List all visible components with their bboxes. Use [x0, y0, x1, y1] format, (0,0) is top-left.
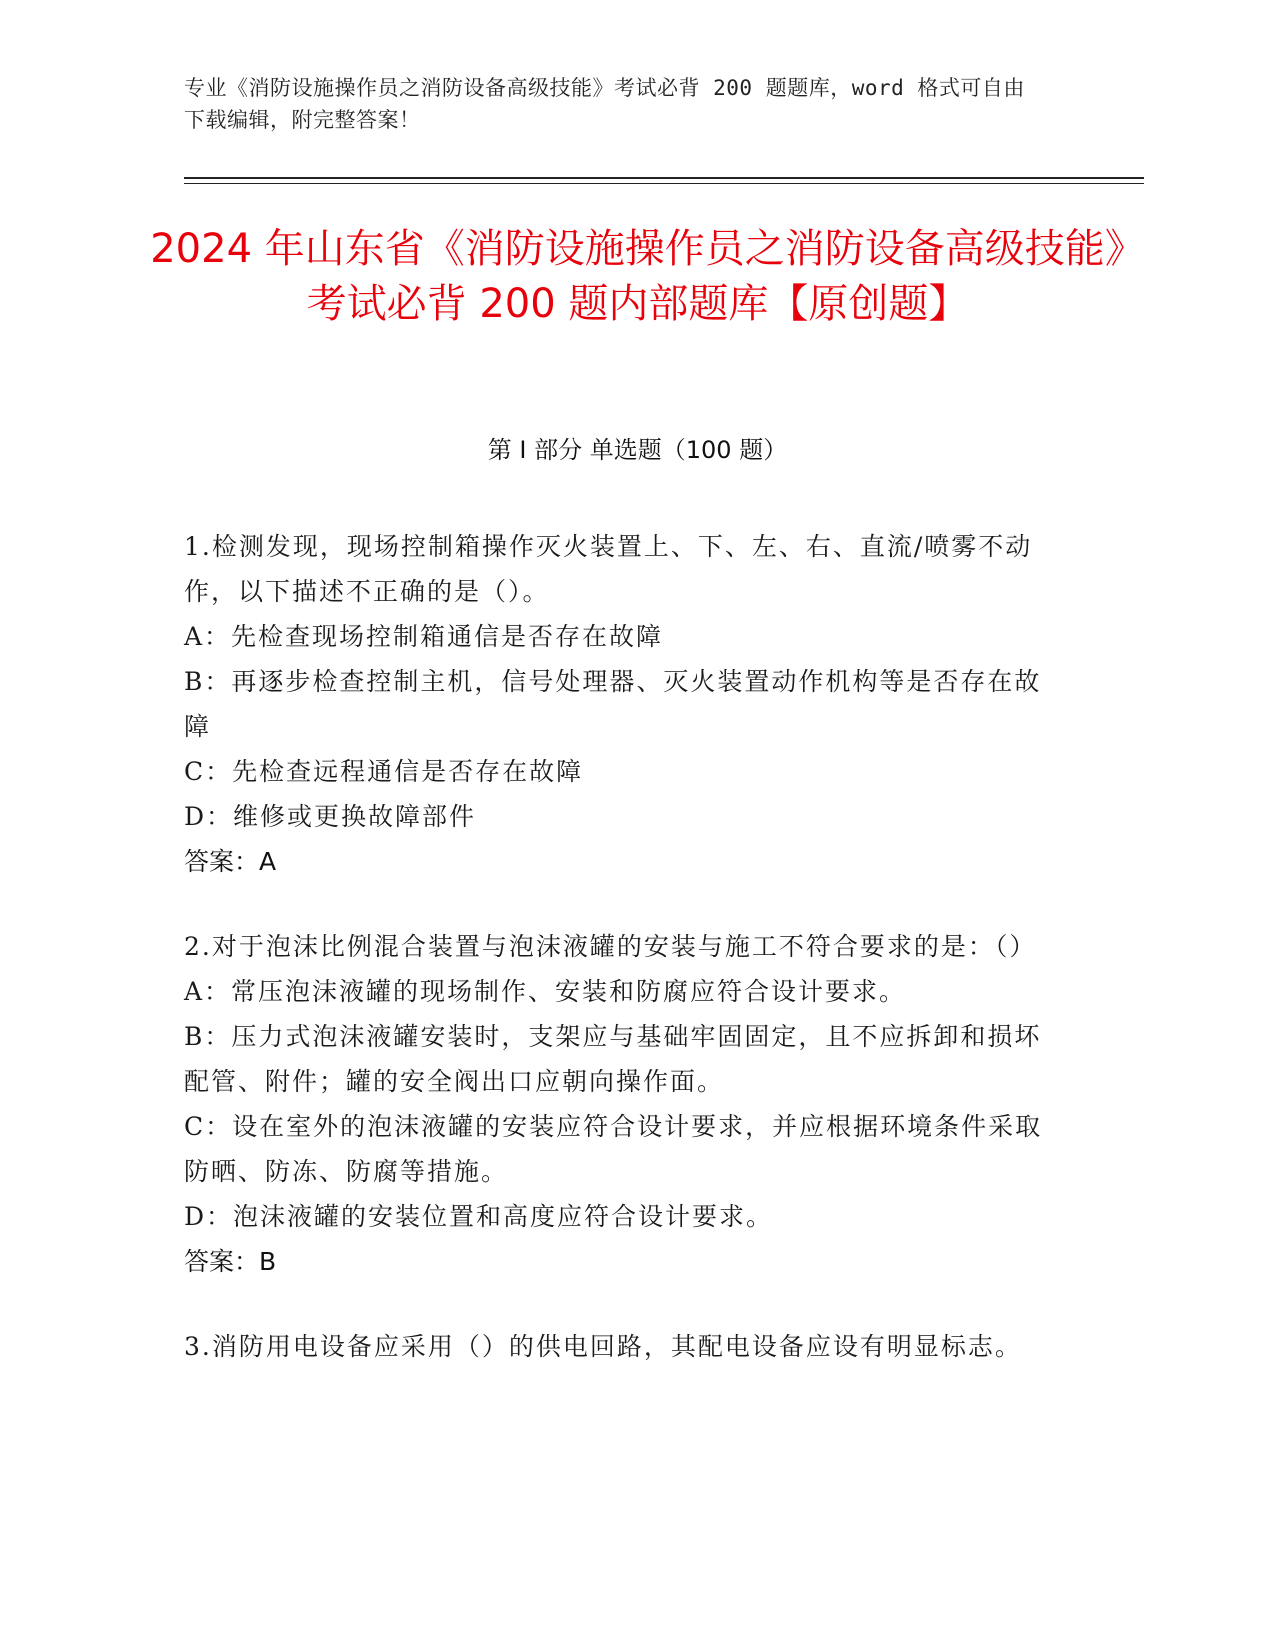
option-a: A：先检查现场控制箱通信是否存在故障: [184, 622, 664, 651]
question-3: [184, 1324, 1064, 1369]
option-a: A：常压泡沫液罐的现场制作、安装和防腐应符合设计要求。: [184, 977, 907, 1006]
option-d: D：泡沫液罐的安装位置和高度应符合设计要求。: [184, 1202, 774, 1231]
header-divider: [184, 177, 1144, 179]
question-text: 1.检测发现，现场控制箱操作灭火装置上、下、左、右、直流/喷雾不动作，以下描述不正确的是（）。: [184, 532, 1033, 606]
option-b: B：再逐步检查控制主机，信号处理器、灭火装置动作机构等是否存在故障: [184, 667, 1042, 741]
answer: 答案：A: [184, 847, 277, 876]
header-divider-thin: [184, 183, 1144, 184]
header-note: 专业《消防设施操作员之消防设备高级技能》考试必背 200 题题库，word 格式可自由下载编辑，附完整答案！: [184, 76, 1025, 132]
section-heading: 第 I 部分 单选题（100 题）: [487, 436, 788, 464]
option-c: C：设在室外的泡沫液罐的安装应符合设计要求，并应根据环境条件采取防晒、防冻、防腐等措施。: [184, 1112, 1043, 1186]
question-list: [184, 524, 1064, 1409]
answer: 答案：B: [184, 1247, 277, 1276]
question-1: [184, 524, 1064, 884]
option-d: D：维修或更换故障部件: [184, 802, 477, 831]
document-title: 2024 年山东省《消防设施操作员之消防设备高级技能》考试必背 200 题内部题库【原创题】: [150, 226, 1125, 327]
option-b: B：压力式泡沫液罐安装时，支架应与基础牢固固定，且不应拆卸和损坏配管、附件；罐的安全阀出口应朝向操作面。: [184, 1022, 1042, 1096]
option-c: C：先检查远程通信是否存在故障: [184, 757, 584, 786]
question-text: 2.对于泡沫比例混合装置与泡沫液罐的安装与施工不符合要求的是：（）: [184, 932, 1037, 961]
question-2: [184, 924, 1064, 1284]
question-text: 3.消防用电设备应采用（）的供电回路，其配电设备应设有明显标志。: [184, 1332, 1022, 1361]
